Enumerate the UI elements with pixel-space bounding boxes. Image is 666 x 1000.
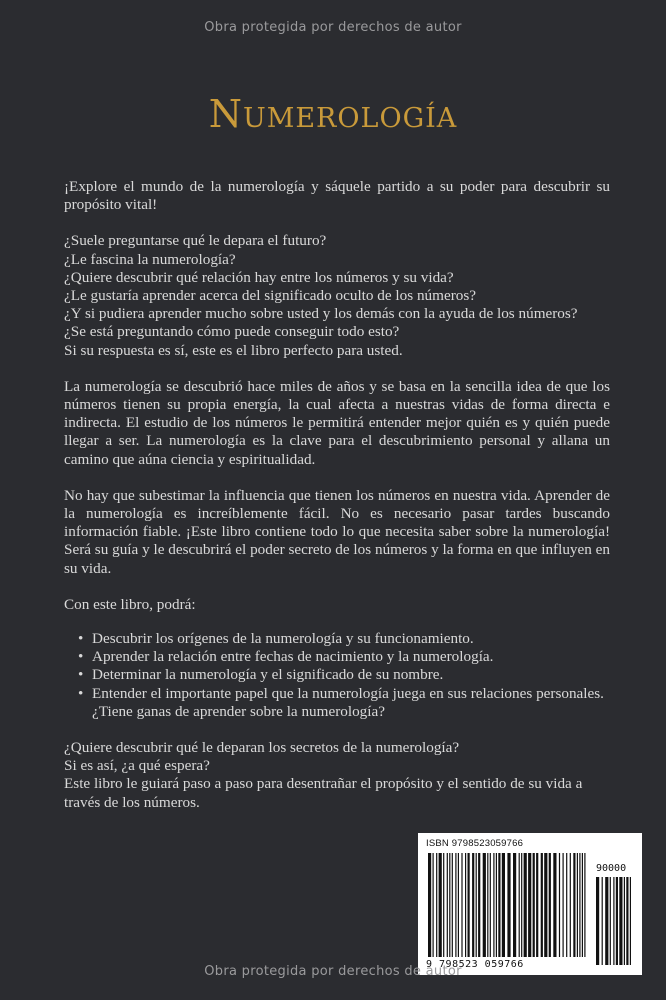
barcode-bar bbox=[519, 853, 520, 957]
barcode-bar bbox=[559, 853, 560, 957]
barcode-bar bbox=[513, 853, 516, 957]
barcode-bar bbox=[478, 853, 480, 957]
question-line: ¿Le fascina la numerología? bbox=[64, 250, 236, 268]
description-text bbox=[64, 178, 610, 812]
watermark-bottom: Obra protegida por derechos de autor bbox=[204, 964, 462, 979]
barcode-bar bbox=[490, 853, 491, 957]
list-item: • Entender el importante papel que la numerología juega en sus relaciones personales. ¿Tiene ganas de aprender sobre la numerología? bbox=[78, 685, 610, 721]
barcode-bar bbox=[502, 853, 505, 957]
question-line: ¿Y si pudiera aprender mucho sobre usted y los demás con la ayuda de los números? bbox=[64, 305, 578, 323]
price-code: 90000 bbox=[596, 863, 627, 874]
barcode-bar bbox=[536, 853, 538, 957]
barcode-bar bbox=[549, 853, 551, 957]
question-line: ¿Le gustaría aprender acerca del significado oculto de los números? bbox=[64, 287, 476, 305]
intro-paragraph: ¡Explore el mundo de la numerología y sáquele partido a su poder para descubrir su propósito vital! bbox=[64, 178, 610, 214]
barcode-bar bbox=[433, 853, 434, 957]
question-line: ¿Quiere descubrir qué relación hay entre los números y su vida? bbox=[64, 268, 454, 286]
closing-line: Si es así, ¿a qué espera? bbox=[64, 757, 210, 775]
barcode-bar bbox=[439, 853, 442, 957]
barcode-bar bbox=[498, 853, 500, 957]
book-title: Numerología bbox=[208, 92, 458, 136]
barcode-bar bbox=[533, 853, 535, 957]
barcode-bar bbox=[573, 853, 575, 957]
barcode-bar bbox=[507, 853, 510, 957]
barcode-bar bbox=[570, 853, 571, 957]
isbn-barcode bbox=[418, 833, 642, 975]
list-item: • Aprender la relación entre fechas de nacimiento y la numerología. bbox=[78, 648, 610, 666]
list-item: • Determinar la numerología y el significado de su nombre. bbox=[78, 666, 610, 684]
barcode-bar bbox=[521, 853, 522, 957]
barcode-bar bbox=[447, 853, 448, 957]
barcode-bar bbox=[613, 877, 614, 965]
barcode-bar bbox=[616, 877, 618, 965]
list-intro: Con este libro, podrá: bbox=[64, 595, 196, 613]
barcode-number: 9 798523 059766 bbox=[426, 959, 524, 970]
barcode-bar bbox=[563, 853, 564, 957]
barcode-bar bbox=[493, 853, 494, 957]
barcode-bar bbox=[524, 853, 527, 957]
barcode-bar bbox=[468, 853, 470, 957]
paragraph-influence: No hay que subestimar la influencia que tienen los números en nuestra vida. Aprender de la numerología es increíblemente fácil. No es necesario pasar tardes buscando información fiable. ¡Este libro contiene todo lo que necesita saber sobre la numerología! Será su guía y le descubrirá el poder secreto de los números y la forma en que influyen en su vida. bbox=[64, 486, 610, 577]
barcode-bar bbox=[496, 853, 497, 957]
list-item: • Descubrir los orígenes de la numerología y su funcionamiento. bbox=[78, 630, 610, 648]
benefits-list bbox=[64, 630, 610, 721]
barcode-bar bbox=[449, 853, 450, 957]
barcode-bars-icon bbox=[418, 833, 642, 975]
closing-line: Este libro le guiará paso a paso para desentrañar el propósito y el sentido de su vida a través de los números. bbox=[64, 775, 583, 811]
barcode-bar bbox=[458, 853, 459, 957]
barcode-bar bbox=[582, 853, 583, 957]
barcode-bar bbox=[465, 853, 466, 957]
barcode-bar bbox=[630, 877, 631, 965]
barcode-bar bbox=[472, 853, 474, 957]
barcode-bar bbox=[452, 853, 453, 957]
barcode-bar bbox=[443, 853, 444, 957]
barcode-bar bbox=[596, 877, 599, 965]
paragraph-history: La numerología se descubrió hace miles de años y se basa en la sencilla idea de que los números tienen su propia energía, la cual afecta a nuestras vidas de forma directa e indirecta. El estudio de los números le permitirá entender mejor quién es y quién puede llegar a ser. La numerología es la clave para el descubrimiento personal y allana un camino que aúna ciencia y espiritualidad. bbox=[64, 377, 610, 468]
barcode-bar bbox=[610, 877, 611, 965]
barcode-bar bbox=[584, 853, 585, 957]
question-line: Si su respuesta es sí, este es el libro perfecto para usted. bbox=[64, 341, 403, 359]
barcode-bar bbox=[436, 853, 437, 957]
barcode-bar bbox=[619, 877, 622, 965]
barcode-bar bbox=[541, 853, 543, 957]
barcode-bar bbox=[544, 853, 547, 957]
barcode-bar bbox=[579, 853, 580, 957]
barcode-bar bbox=[528, 853, 531, 957]
closing-line: ¿Quiere descubrir qué le deparan los secretos de la numerología? bbox=[64, 739, 460, 757]
watermark-top: Obra protegida por derechos de autor bbox=[204, 20, 462, 35]
question-line: ¿Suele preguntarse qué le depara el futuro? bbox=[64, 232, 327, 250]
barcode-bar bbox=[553, 853, 556, 957]
barcode-bar bbox=[428, 853, 431, 957]
barcode-bar bbox=[626, 877, 628, 965]
barcode-bar bbox=[624, 877, 625, 965]
barcode-bar bbox=[605, 877, 608, 965]
barcode-bar bbox=[476, 853, 477, 957]
barcode-bar bbox=[602, 877, 603, 965]
isbn-label: ISBN 9798523059766 bbox=[426, 838, 524, 849]
barcode-bar bbox=[483, 853, 486, 957]
question-line: ¿Se está preguntando cómo puede conseguir todo esto? bbox=[64, 323, 400, 341]
barcode-bar bbox=[455, 853, 456, 957]
barcode-bar bbox=[566, 853, 567, 957]
barcode-bar bbox=[461, 853, 462, 957]
barcode-bar bbox=[487, 853, 488, 957]
barcode-bar bbox=[577, 853, 578, 957]
